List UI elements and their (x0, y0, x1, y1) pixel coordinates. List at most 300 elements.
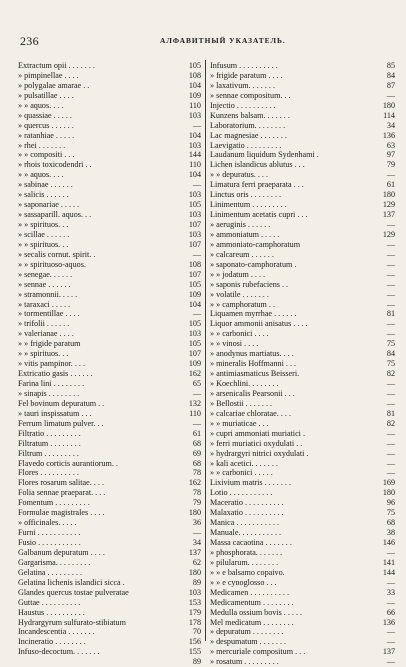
index-entry (18, 389, 201, 399)
index-entry (210, 637, 395, 647)
entry-page-number: 129 (382, 200, 395, 210)
index-entry (210, 349, 395, 359)
index-entry (18, 399, 201, 409)
index-entry (210, 568, 395, 578)
entry-page-number: 180 (382, 488, 395, 498)
entry-page-number: 75 (386, 508, 395, 518)
entry-page-number: 110 (189, 160, 201, 170)
entry-page-number: — (386, 657, 395, 667)
entry-term: » sinapis . . . . . . . . (18, 388, 80, 398)
entry-term: » pilularum. . . . . . . . (210, 557, 279, 567)
index-entry (18, 468, 201, 478)
entry-term: » laxativum. . . . . . . (210, 80, 275, 90)
entry-page-number: 104 (188, 80, 201, 90)
entry-term: » despumatum . . . . . . . (210, 637, 287, 647)
entry-term: » anodynus martiatus. . . . (210, 349, 294, 359)
entry-page-number: 78 (192, 468, 201, 478)
entry-page-number: 103 (188, 210, 201, 220)
entry-term: » » spirituos. . . (18, 349, 69, 359)
entry-term: Flavedo corticis aurantiorum. . (18, 458, 118, 468)
index-entry (18, 170, 201, 180)
index-entry (18, 121, 201, 131)
entry-page-number: 75 (386, 359, 395, 369)
entry-page-number: — (386, 398, 395, 408)
entry-page-number: — (386, 597, 395, 607)
index-entry (18, 71, 201, 81)
entry-term: Medicamentum . . . . . . . . (210, 597, 294, 607)
index-entry (18, 210, 201, 220)
entry-page-number: 105 (188, 319, 201, 329)
index-entry (210, 81, 395, 91)
index-entry (210, 369, 395, 379)
index-entry (18, 240, 201, 250)
index-entry (210, 270, 395, 280)
index-entry (210, 588, 395, 598)
entry-page-number: — (386, 468, 395, 478)
entry-term: Formulae magistrales . . . . (18, 508, 105, 518)
index-entry (210, 468, 395, 478)
entry-page-number: — (192, 249, 201, 259)
entry-term: Linctus oris . . . . . . . . (210, 190, 282, 200)
entry-page-number: 109 (188, 359, 201, 369)
entry-term: » ammoniato-camphoratum (210, 239, 301, 249)
entry-page-number: — (386, 239, 395, 249)
entry-page-number: 144 (382, 567, 395, 577)
entry-term: » frigide paratum . . . . (210, 70, 283, 80)
entry-page-number: 79 (192, 498, 201, 508)
entry-term: » sennae . . . . . . (18, 279, 71, 289)
index-entry (210, 121, 395, 131)
entry-term: » stramonnii. . . . . (18, 289, 78, 299)
entry-page-number: 103 (188, 140, 201, 150)
entry-term: » » jodatum . . . . (210, 269, 266, 279)
entry-term: » sassaparill. aquos. . . (18, 210, 92, 220)
entry-term: » ratanhiae . . . . . (18, 130, 75, 140)
entry-term: » valerianae . . . . (18, 329, 74, 339)
index-entry (18, 558, 201, 568)
entry-page-number: 68 (192, 438, 201, 448)
entry-term: » ammoniatum . . . . . (210, 229, 280, 239)
entry-page-number: — (192, 388, 201, 398)
index-entry (210, 538, 395, 548)
index-entry (18, 150, 201, 160)
entry-term: Massa cacaotina . . . . . . . (210, 538, 292, 547)
entry-page-number: 96 (386, 498, 395, 508)
index-entry (210, 379, 395, 389)
index-entry (210, 280, 395, 290)
index-entry (18, 518, 201, 528)
index-entry (210, 290, 395, 300)
index-entry (210, 180, 395, 190)
entry-page-number: 38 (386, 528, 395, 538)
entry-page-number: 153 (188, 597, 201, 607)
index-entry (210, 240, 395, 250)
index-entry (18, 81, 201, 91)
entry-page-number: — (192, 309, 201, 319)
index-entry (18, 459, 201, 469)
entry-term: » » frigide paratum (18, 339, 81, 349)
index-entry (210, 498, 395, 508)
entry-term: » mineralis Hoffmanni . . . (210, 359, 297, 369)
entry-page-number: 103 (188, 587, 201, 597)
entry-page-number: 66 (386, 607, 395, 617)
entry-term: Gargarisma. . . . . . . . . (18, 557, 91, 567)
entry-term: Furni . . . . . . . . . . . (18, 528, 81, 538)
entry-page-number: 103 (188, 229, 201, 239)
entry-term: » officinales. . . . . (18, 518, 77, 528)
entry-term: » arsenicalis Pearsonii . . . (210, 388, 295, 398)
entry-page-number: 146 (382, 538, 395, 547)
entry-page-number: — (192, 180, 201, 190)
entry-page-number: — (386, 379, 395, 388)
entry-term: Guttae . . . . . . . . . . (18, 597, 81, 607)
entry-page-number: 62 (192, 557, 201, 567)
index-entry (18, 369, 201, 379)
entry-page-number: — (386, 299, 395, 309)
entry-page-number: 105 (188, 279, 201, 289)
entry-term: » antimiasmaticus Beisseri. (210, 369, 300, 379)
index-entry (18, 598, 201, 608)
entry-page-number: — (386, 438, 395, 448)
entry-page-number: 61 (386, 180, 395, 190)
entry-term: » » vinosi . . . . (210, 339, 259, 349)
entry-page-number: 69 (192, 448, 201, 458)
entry-page-number: 85 (386, 61, 395, 70)
entry-page-number: 136 (382, 617, 395, 627)
page-header (20, 34, 390, 48)
entry-term: Haustus . . . . . . . . . . (18, 607, 85, 617)
entry-page-number: 110 (189, 408, 201, 418)
index-entry (210, 618, 395, 628)
index-entry (18, 608, 201, 618)
entry-page-number: — (386, 90, 395, 100)
index-entry (210, 101, 395, 111)
entry-page-number: 63 (386, 140, 395, 150)
page-number: 236 (20, 34, 39, 48)
index-entry (210, 250, 395, 260)
entry-term: » mercuriale compositum . . . (210, 647, 306, 657)
entry-term: Fusio . . . . . . . . . . . (18, 538, 81, 547)
entry-page-number: — (386, 249, 395, 259)
entry-term: » scillae . . . . . . (18, 229, 70, 239)
index-entry (210, 647, 395, 657)
entry-page-number: 107 (188, 239, 201, 249)
entry-term: » » carbonici . . . . (210, 329, 269, 339)
entry-term: Kunzens balsam. . . . . . . (210, 110, 290, 120)
index-entry (210, 150, 395, 160)
entry-page-number: 169 (382, 478, 395, 488)
entry-term: » calcareum . . . . . . (210, 249, 274, 259)
entry-page-number: 89 (192, 657, 201, 667)
entry-term: Filtratum . . . . . . . . (18, 438, 81, 448)
entry-page-number: 82 (386, 369, 395, 379)
index-entry (210, 190, 395, 200)
index-entry (18, 627, 201, 637)
entry-page-number: 107 (188, 220, 201, 229)
entry-page-number: 129 (382, 229, 395, 239)
entry-page-number: 33 (386, 587, 395, 597)
entry-page-number: — (386, 388, 395, 398)
entry-page-number: 36 (192, 518, 201, 528)
entry-term: Laudanum liquidum Sydenhami . (210, 150, 319, 160)
index-entry (18, 439, 201, 449)
entry-page-number: — (192, 120, 201, 130)
index-entry (18, 498, 201, 508)
entry-page-number: 179 (188, 607, 201, 617)
entry-page-number: 104 (188, 130, 201, 140)
index-entry (18, 131, 201, 141)
index-entry (210, 409, 395, 419)
index-entry (210, 91, 395, 101)
index-entry (18, 160, 201, 170)
entry-term: » rhois toxicodendri . . (18, 160, 92, 170)
index-entry (210, 558, 395, 568)
entry-page-number: 162 (188, 478, 201, 488)
entry-page-number: 89 (192, 577, 201, 587)
entry-page-number: 103 (188, 190, 201, 200)
index-entry (210, 627, 395, 637)
index-entry (210, 131, 395, 141)
entry-page-number: 109 (188, 90, 201, 100)
entry-page-number: 82 (386, 418, 395, 428)
entry-term: » calcariae chloratae. . . . (210, 408, 291, 418)
index-entry (18, 359, 201, 369)
entry-term: Medicamen . . . . . . . . . . (210, 587, 289, 597)
entry-page-number: 103 (188, 110, 201, 120)
index-entry (210, 508, 395, 518)
entry-term: » » compositi . . . (18, 150, 75, 160)
entry-term: Incineratio . . . . . . . . (18, 637, 86, 647)
entry-term: » saponato-camphoratum . (210, 259, 297, 269)
index-entry (210, 399, 395, 409)
index-entry (210, 657, 395, 667)
index-entry (18, 349, 201, 359)
index-entry (18, 111, 201, 121)
entry-term: » vitis pampinor. . . . (18, 359, 86, 369)
entry-term: » Bellostii . . . . . . . (210, 398, 273, 408)
entry-page-number: 144 (188, 150, 201, 160)
index-entry (210, 300, 395, 310)
entry-term: » senegae. . . . . . (18, 269, 73, 279)
entry-term: » phosphorata. . . . . . . (210, 547, 283, 557)
entry-term: Liquamen myrrhae . . . . . . (210, 309, 297, 319)
running-title: АЛФАВИТНЫЙ УКАЗАТЕЛЬ. (160, 36, 286, 45)
entry-page-number: 84 (386, 349, 395, 359)
entry-term: » » e cynoglosso . . . (210, 577, 277, 587)
index-entry (18, 528, 201, 538)
entry-page-number: 141 (382, 557, 395, 567)
index-entry (210, 518, 395, 528)
entry-page-number: 180 (188, 508, 201, 518)
entry-term: » Koechlini. . . . . . . . (210, 379, 279, 388)
entry-page-number: — (386, 428, 395, 438)
index-column-left (18, 61, 201, 667)
entry-term: Lichen islandicus ablutus . . . (210, 160, 305, 170)
entry-term: Maceratio . . . . . . . . . . (210, 498, 284, 508)
entry-page-number: — (386, 627, 395, 637)
entry-term: Folia sennae praeparat. . . . (18, 488, 106, 498)
entry-term: Incandescentia . . . . . . . (18, 627, 95, 637)
index-entry (18, 260, 201, 270)
index-entry (210, 439, 395, 449)
entry-page-number: 180 (188, 567, 201, 577)
entry-page-number: 136 (382, 130, 395, 140)
entry-page-number: 61 (192, 428, 201, 438)
entry-term: » tormentillae . . . . (18, 309, 80, 319)
index-entry (18, 300, 201, 310)
entry-term: » salicis . . . . . . (18, 190, 69, 200)
index-entry (210, 578, 395, 588)
entry-page-number: — (386, 637, 395, 647)
entry-page-number: 114 (383, 110, 395, 120)
entry-term: Glandes quercus tostae pulveratae (18, 587, 129, 597)
entry-page-number: — (386, 170, 395, 180)
index-entry (210, 329, 395, 339)
entry-term: » sennae compositum. . . (210, 90, 291, 100)
entry-term: » » aquos. . . . (18, 170, 64, 180)
column-divider (205, 60, 206, 641)
entry-term: Flores rosarum salitae. . . . (18, 478, 104, 488)
entry-term: Lac magnesiae . . . . . . . (210, 130, 287, 140)
index-entry (18, 657, 201, 667)
entry-term: Flores . . . . . . . . . . (18, 468, 79, 478)
entry-term: » » spirituos. . . (18, 220, 69, 229)
entry-page-number: 87 (386, 80, 395, 90)
entry-page-number: 137 (382, 647, 395, 657)
entry-page-number: 132 (188, 398, 201, 408)
entry-page-number: 107 (188, 349, 201, 359)
index-entry (18, 508, 201, 518)
entry-term: Manica . . . . . . . . . . . (210, 518, 280, 528)
entry-term: » sabinae . . . . . . (18, 180, 73, 190)
entry-term: » » depuratus. . . . (210, 170, 268, 180)
entry-term: » pimpinellae . . . . (18, 70, 79, 80)
entry-term: Laboratorium. . . . . . . . (210, 120, 286, 130)
entry-term: Liquor ammonii anisatus . . . . (210, 319, 308, 329)
index-entry (18, 478, 201, 488)
entry-page-number: 104 (188, 299, 201, 309)
entry-page-number: — (386, 269, 395, 279)
entry-term: » rosatum . . . . . . . . . (210, 657, 279, 667)
index-entry (18, 429, 201, 439)
entry-page-number: 110 (189, 100, 201, 110)
entry-term: Lixivium matris . . . . . . . (210, 478, 292, 488)
index-entry (18, 488, 201, 498)
index-entry (210, 478, 395, 488)
entry-page-number: — (386, 448, 395, 458)
index-entry (18, 61, 201, 71)
entry-term: » saponis rubefaciens . . (210, 279, 289, 289)
entry-page-number: 180 (382, 190, 395, 200)
entry-term: Lotio . . . . . . . . . . . (210, 488, 273, 498)
index-entry (18, 230, 201, 240)
entry-page-number: 108 (188, 259, 201, 269)
entry-term: Filtratio . . . . . . . . . (18, 428, 81, 438)
entry-page-number: 108 (188, 70, 201, 80)
entry-term: Extricatio gasis . . . . . . (18, 369, 93, 379)
index-entry (18, 309, 201, 319)
index-entry (18, 180, 201, 190)
entry-term: » » e balsamo copaivo. (210, 567, 285, 577)
index-entry (18, 409, 201, 419)
index-entry (210, 111, 395, 121)
index-entry (210, 419, 395, 429)
entry-page-number: — (386, 259, 395, 269)
index-entry (18, 419, 201, 429)
index-entry (18, 578, 201, 588)
entry-term: » pulsatillae . . . . (18, 90, 74, 100)
entry-term: Gelatina lichenis islandici sicca . (18, 577, 125, 587)
index-entry (18, 290, 201, 300)
index-entry (18, 339, 201, 349)
entry-term: » saponariae . . . . . (18, 200, 80, 210)
entry-term: Farina lini . . . . . . . . (18, 379, 85, 388)
entry-term: Fomentum . . . . . . . . . (18, 498, 90, 508)
index-entry (18, 141, 201, 151)
index-entry (18, 329, 201, 339)
entry-term: Linimentum acetatis cupri . . . (210, 210, 308, 220)
entry-term: Malaxatio . . . . . . . . . . (210, 508, 284, 518)
entry-page-number: 81 (386, 309, 395, 319)
index-entry (18, 270, 201, 280)
index-entry (18, 280, 201, 290)
index-entry (210, 260, 395, 270)
index-entry (210, 459, 395, 469)
entry-term: Ferrum limatum pulver. . . (18, 418, 104, 428)
entry-page-number: — (386, 329, 395, 339)
index-entry (210, 309, 395, 319)
entry-page-number: 84 (386, 70, 395, 80)
entry-page-number: 65 (192, 379, 201, 388)
entry-page-number: 178 (188, 617, 201, 627)
entry-page-number: 68 (192, 458, 201, 468)
entry-page-number: 107 (188, 269, 201, 279)
entry-term: Fel bovinum depuratum . . (18, 398, 105, 408)
entry-page-number: 70 (192, 627, 201, 637)
entry-term: Medulla ossium bovis . . . . . (210, 607, 303, 617)
entry-term: Mel medicatum . . . . . . . . (210, 617, 294, 627)
entry-term: » aeruginis . . . . . . (210, 220, 271, 229)
index-entry (18, 200, 201, 210)
index-entry (210, 548, 395, 558)
index-entry (18, 647, 201, 657)
entry-page-number: 109 (188, 289, 201, 299)
entry-page-number: — (386, 279, 395, 289)
index-entry (210, 608, 395, 618)
entry-page-number: — (192, 418, 201, 428)
entry-page-number: 34 (386, 120, 395, 130)
entry-term: Hydrargyrum sulfurato-stibiatum (18, 617, 126, 627)
entry-term: Filtrum . . . . . . . . . (18, 448, 79, 458)
index-entry (18, 618, 201, 628)
entry-term: » volatile . . . . . . . (210, 289, 269, 299)
entry-page-number: 103 (188, 329, 201, 339)
index-entry (210, 71, 395, 81)
index-column-right (210, 61, 395, 667)
index-entry (18, 101, 201, 111)
entry-term: » tauri inspissatum . . . (18, 408, 92, 418)
entry-page-number: 78 (192, 488, 201, 498)
index-entry (210, 141, 395, 151)
index-entry (210, 598, 395, 608)
index-entry (210, 359, 395, 369)
entry-term: » » muriaticae . . . (210, 418, 269, 428)
entry-term: » » aquos. . . . (18, 100, 64, 110)
entry-term: » » camphoratum . . (210, 299, 275, 309)
entry-page-number: — (386, 289, 395, 299)
entry-page-number: 137 (188, 547, 201, 557)
entry-term: » polygalae amarae . . (18, 80, 90, 90)
